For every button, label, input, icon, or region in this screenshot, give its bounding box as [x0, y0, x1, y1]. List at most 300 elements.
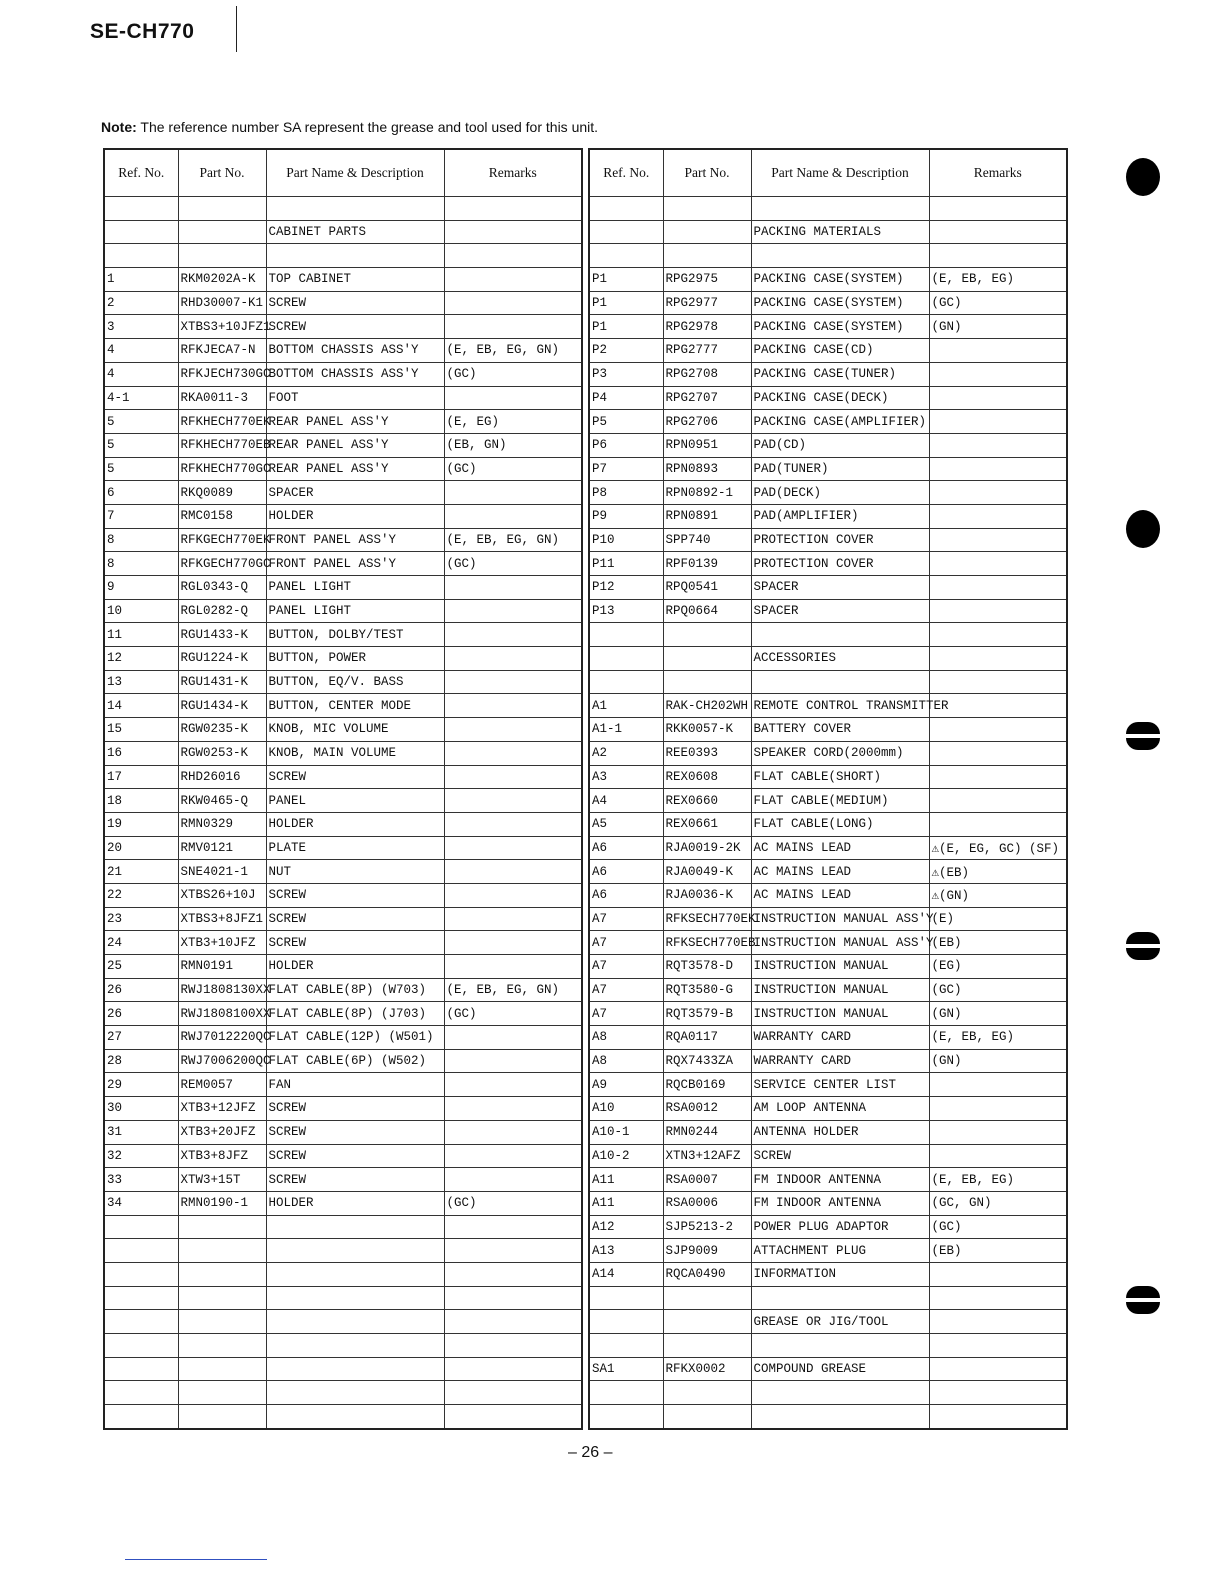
remarks-cell: (GC): [444, 457, 582, 481]
ref-no-cell: [104, 1405, 178, 1429]
table-row: [589, 220, 1067, 244]
ref-no-cell: 15: [104, 718, 178, 742]
table-row: [104, 718, 582, 742]
description-cell: SPACER: [266, 481, 444, 505]
description-cell: REAR PANEL ASS'Y: [266, 433, 444, 457]
part-no-cell: [178, 220, 266, 244]
remarks-cell: [444, 1097, 582, 1121]
table-row: [104, 1049, 582, 1073]
description-cell: [266, 1381, 444, 1405]
table-row: [589, 931, 1067, 955]
part-no-cell: RJA0036-K: [663, 883, 751, 907]
col-part-no: Part No.: [178, 149, 266, 197]
description-cell: PANEL LIGHT: [266, 599, 444, 623]
col-part-name: Part Name & Description: [751, 149, 929, 197]
table-row: [104, 197, 582, 221]
ref-no-cell: [589, 1405, 663, 1429]
part-no-cell: XTB3+8JFZ: [178, 1144, 266, 1168]
remarks-cell: [444, 1144, 582, 1168]
description-cell: FLAT CABLE(8P) (W703): [266, 978, 444, 1002]
remarks-cell: (EB): [929, 1239, 1067, 1263]
table-row: [104, 291, 582, 315]
table-row: [104, 694, 582, 718]
part-no-cell: RPG2777: [663, 339, 751, 363]
description-cell: [266, 1357, 444, 1381]
description-cell: PANEL: [266, 789, 444, 813]
remarks-cell: (E, EB, EG, GN): [444, 528, 582, 552]
ref-no-cell: 18: [104, 789, 178, 813]
ref-no-cell: [104, 1381, 178, 1405]
ref-no-cell: 8: [104, 528, 178, 552]
table-row: [589, 1168, 1067, 1192]
ref-no-cell: 10: [104, 599, 178, 623]
table-row: [589, 1381, 1067, 1405]
part-no-cell: REM0057: [178, 1073, 266, 1097]
ref-no-cell: 5: [104, 457, 178, 481]
remarks-cell: [929, 1097, 1067, 1121]
remarks-cell: (GC): [929, 1215, 1067, 1239]
part-no-cell: [663, 244, 751, 268]
table-row: [589, 1334, 1067, 1358]
description-cell: FOOT: [266, 386, 444, 410]
table-row: [589, 410, 1067, 434]
remarks-cell: [929, 1120, 1067, 1144]
description-cell: ATTACHMENT PLUG: [751, 1239, 929, 1263]
description-cell: [266, 244, 444, 268]
ref-no-cell: 28: [104, 1049, 178, 1073]
table-row: [104, 386, 582, 410]
remarks-cell: [444, 386, 582, 410]
ref-no-cell: 9: [104, 576, 178, 600]
part-no-cell: XTBS3+10JFZ1: [178, 315, 266, 339]
part-no-cell: RKM0202A-K: [178, 268, 266, 292]
table-row: [104, 1334, 582, 1358]
ref-no-cell: A11: [589, 1191, 663, 1215]
description-cell: SCREW: [266, 1168, 444, 1192]
description-cell: BUTTON, POWER: [266, 647, 444, 671]
parts-table-left: [103, 148, 583, 1430]
table-row: [589, 694, 1067, 718]
description-cell: PACKING CASE(AMPLIFIER): [751, 410, 929, 434]
note-body: The reference number SA represent the grease and tool used for this unit.: [140, 119, 599, 135]
ref-no-cell: 13: [104, 670, 178, 694]
table-row: [104, 647, 582, 671]
table-row: [589, 1191, 1067, 1215]
ref-no-cell: P6: [589, 433, 663, 457]
table-row: [589, 1357, 1067, 1381]
part-no-cell: [178, 1262, 266, 1286]
ref-no-cell: A6: [589, 883, 663, 907]
remarks-cell: [929, 1334, 1067, 1358]
remarks-cell: [929, 1073, 1067, 1097]
remarks-cell: [444, 741, 582, 765]
ref-no-cell: A12: [589, 1215, 663, 1239]
part-no-cell: RFKHECH770EB: [178, 433, 266, 457]
col-ref-no: Ref. No.: [589, 149, 663, 197]
part-no-cell: RWJ7006200QC: [178, 1049, 266, 1073]
ref-no-cell: 22: [104, 883, 178, 907]
remarks-cell: [929, 1405, 1067, 1429]
remarks-cell: [929, 197, 1067, 221]
remarks-cell: [929, 1310, 1067, 1334]
table-row: [589, 1215, 1067, 1239]
part-no-cell: [663, 647, 751, 671]
part-no-cell: RFKSECH770EK: [663, 907, 751, 931]
description-cell: WARRANTY CARD: [751, 1026, 929, 1050]
table-row: [104, 670, 582, 694]
table-row: [589, 528, 1067, 552]
ref-no-cell: 4-1: [104, 386, 178, 410]
remarks-cell: [444, 1381, 582, 1405]
ref-no-cell: [589, 244, 663, 268]
remarks-cell: (E, EB, EG, GN): [444, 978, 582, 1002]
part-no-cell: RFKGECH770EK: [178, 528, 266, 552]
part-no-cell: RGL0343-Q: [178, 576, 266, 600]
part-no-cell: RWJ1808130XX: [178, 978, 266, 1002]
remarks-cell: [929, 481, 1067, 505]
ref-no-cell: 7: [104, 504, 178, 528]
table-row: [589, 1026, 1067, 1050]
part-no-cell: RKW0465-Q: [178, 789, 266, 813]
ref-no-cell: 30: [104, 1097, 178, 1121]
description-cell: [266, 1286, 444, 1310]
table-row: [104, 955, 582, 979]
ref-no-cell: A1-1: [589, 718, 663, 742]
part-no-cell: RGW0235-K: [178, 718, 266, 742]
remarks-cell: [929, 410, 1067, 434]
remarks-cell: (EB): [929, 931, 1067, 955]
part-no-cell: RQCB0169: [663, 1073, 751, 1097]
remarks-cell: [929, 812, 1067, 836]
description-cell: INFORMATION: [751, 1262, 929, 1286]
part-no-cell: RQT3580-G: [663, 978, 751, 1002]
remarks-cell: [444, 718, 582, 742]
table-row: [589, 362, 1067, 386]
binding-mark: [1126, 932, 1160, 960]
part-no-cell: RMN0190-1: [178, 1191, 266, 1215]
description-cell: ACCESSORIES: [751, 647, 929, 671]
description-cell: INSTRUCTION MANUAL ASS'Y: [751, 907, 929, 931]
ref-no-cell: [589, 220, 663, 244]
table-row: [104, 1286, 582, 1310]
ref-no-cell: A3: [589, 765, 663, 789]
ref-no-cell: 12: [104, 647, 178, 671]
remarks-cell: (GC): [444, 362, 582, 386]
col-remarks: Remarks: [929, 149, 1067, 197]
table-row: [589, 978, 1067, 1002]
table-row: [589, 907, 1067, 931]
table-row: [589, 433, 1067, 457]
ref-no-cell: [104, 244, 178, 268]
ref-no-cell: [589, 623, 663, 647]
part-no-cell: REX0608: [663, 765, 751, 789]
remarks-cell: [444, 931, 582, 955]
part-no-cell: RKK0057-K: [663, 718, 751, 742]
description-cell: [266, 1239, 444, 1263]
part-no-cell: RKA0011-3: [178, 386, 266, 410]
remarks-cell: [444, 1026, 582, 1050]
table-row: [589, 670, 1067, 694]
part-no-cell: RFKJECH730GC: [178, 362, 266, 386]
description-cell: AM LOOP ANTENNA: [751, 1097, 929, 1121]
ref-no-cell: [104, 1262, 178, 1286]
part-no-cell: XTBS26+10J: [178, 883, 266, 907]
table-row: [104, 552, 582, 576]
part-no-cell: [663, 1310, 751, 1334]
ref-no-cell: [589, 1334, 663, 1358]
table-row: [104, 599, 582, 623]
ref-no-cell: [104, 197, 178, 221]
part-no-cell: XTBS3+8JFZ1: [178, 907, 266, 931]
description-cell: SCREW: [266, 931, 444, 955]
description-cell: HOLDER: [266, 1191, 444, 1215]
remarks-cell: (GC): [444, 1191, 582, 1215]
table-row: [104, 1026, 582, 1050]
part-no-cell: RGU1433-K: [178, 623, 266, 647]
part-no-cell: RPG2975: [663, 268, 751, 292]
part-no-cell: RMN0244: [663, 1120, 751, 1144]
table-row: [589, 599, 1067, 623]
description-cell: FLAT CABLE(6P) (W502): [266, 1049, 444, 1073]
description-cell: REAR PANEL ASS'Y: [266, 410, 444, 434]
table-row: [589, 647, 1067, 671]
part-no-cell: SJP5213-2: [663, 1215, 751, 1239]
remarks-cell: (GC): [444, 552, 582, 576]
remarks-cell: [929, 1144, 1067, 1168]
remarks-cell: [929, 504, 1067, 528]
table-row: [589, 504, 1067, 528]
part-no-cell: RGL0282-Q: [178, 599, 266, 623]
table-row: [589, 552, 1067, 576]
ref-no-cell: A10-1: [589, 1120, 663, 1144]
remarks-cell: [929, 741, 1067, 765]
description-cell: [751, 244, 929, 268]
remarks-cell: [444, 244, 582, 268]
description-cell: HOLDER: [266, 504, 444, 528]
remarks-cell: [444, 1073, 582, 1097]
remarks-cell: [444, 1357, 582, 1381]
note-label: Note:: [101, 119, 137, 135]
part-no-cell: RFKSECH770EB: [663, 931, 751, 955]
table-row: [589, 339, 1067, 363]
ref-no-cell: 8: [104, 552, 178, 576]
description-cell: REAR PANEL ASS'Y: [266, 457, 444, 481]
description-cell: GREASE OR JIG/TOOL: [751, 1310, 929, 1334]
remarks-cell: [444, 291, 582, 315]
part-no-cell: RFKJECA7-N: [178, 339, 266, 363]
remarks-cell: (GC): [929, 291, 1067, 315]
ref-no-cell: [589, 670, 663, 694]
remarks-cell: [444, 1239, 582, 1263]
ref-no-cell: [104, 1215, 178, 1239]
part-no-cell: RKQ0089: [178, 481, 266, 505]
remarks-cell: [444, 1120, 582, 1144]
remarks-cell: [444, 315, 582, 339]
ref-no-cell: A13: [589, 1239, 663, 1263]
part-no-cell: RWJ7012220QC: [178, 1026, 266, 1050]
part-no-cell: RQT3579-B: [663, 1002, 751, 1026]
ref-no-cell: A6: [589, 860, 663, 884]
remarks-cell: [929, 528, 1067, 552]
ref-no-cell: 33: [104, 1168, 178, 1192]
description-cell: AC MAINS LEAD: [751, 836, 929, 860]
ref-no-cell: A9: [589, 1073, 663, 1097]
description-cell: SCREW: [751, 1144, 929, 1168]
table-row: [589, 1120, 1067, 1144]
ref-no-cell: P7: [589, 457, 663, 481]
table-row: [589, 1239, 1067, 1263]
description-cell: SCREW: [266, 907, 444, 931]
remarks-cell: [929, 433, 1067, 457]
ref-no-cell: P13: [589, 599, 663, 623]
ref-no-cell: 2: [104, 291, 178, 315]
ref-no-cell: A5: [589, 812, 663, 836]
part-no-cell: RMN0329: [178, 812, 266, 836]
remarks-cell: (E): [929, 907, 1067, 931]
table-row: [589, 836, 1067, 860]
table-row: [104, 504, 582, 528]
table-row: [104, 836, 582, 860]
page-number: – 26 –: [568, 1444, 613, 1461]
description-cell: [266, 1334, 444, 1358]
remarks-cell: (GC): [929, 978, 1067, 1002]
table-row: [104, 883, 582, 907]
part-no-cell: RWJ1808100XX: [178, 1002, 266, 1026]
part-no-cell: [663, 1334, 751, 1358]
description-cell: BOTTOM CHASSIS ASS'Y: [266, 339, 444, 363]
remarks-cell: [444, 1168, 582, 1192]
ref-no-cell: SA1: [589, 1357, 663, 1381]
description-cell: REMOTE CONTROL TRANSMITTER: [751, 694, 929, 718]
description-cell: FLAT CABLE(MEDIUM): [751, 789, 929, 813]
part-no-cell: RAK-CH202WH: [663, 694, 751, 718]
ref-no-cell: P8: [589, 481, 663, 505]
description-cell: KNOB, MIC VOLUME: [266, 718, 444, 742]
description-cell: FAN: [266, 1073, 444, 1097]
table-row: [104, 789, 582, 813]
description-cell: CABINET PARTS: [266, 220, 444, 244]
ref-no-cell: [104, 1357, 178, 1381]
ref-no-cell: 6: [104, 481, 178, 505]
remarks-cell: [444, 220, 582, 244]
table-row: [104, 860, 582, 884]
description-cell: FLAT CABLE(12P) (W501): [266, 1026, 444, 1050]
col-ref-no: Ref. No.: [104, 149, 178, 197]
table-row: [104, 339, 582, 363]
remarks-cell: [929, 552, 1067, 576]
remarks-cell: [444, 576, 582, 600]
ref-no-cell: P1: [589, 315, 663, 339]
ref-no-cell: A11: [589, 1168, 663, 1192]
table-row: [589, 197, 1067, 221]
ref-no-cell: [104, 1239, 178, 1263]
part-no-cell: RMV0121: [178, 836, 266, 860]
remarks-cell: (EB, GN): [444, 433, 582, 457]
description-cell: FLAT CABLE(LONG): [751, 812, 929, 836]
ref-no-cell: A7: [589, 931, 663, 955]
table-row: [589, 1286, 1067, 1310]
ref-no-cell: A4: [589, 789, 663, 813]
table-row: [104, 1168, 582, 1192]
footer-link-line: [125, 1559, 267, 1560]
description-cell: SERVICE CENTER LIST: [751, 1073, 929, 1097]
description-cell: ANTENNA HOLDER: [751, 1120, 929, 1144]
remarks-cell: [444, 765, 582, 789]
remarks-cell: [929, 765, 1067, 789]
remarks-cell: [444, 1262, 582, 1286]
part-no-cell: SPP740: [663, 528, 751, 552]
remarks-cell: [444, 197, 582, 221]
table-row: [104, 978, 582, 1002]
remarks-cell: [929, 599, 1067, 623]
description-cell: PANEL LIGHT: [266, 576, 444, 600]
ref-no-cell: P3: [589, 362, 663, 386]
part-no-cell: [663, 623, 751, 647]
description-cell: PACKING CASE(TUNER): [751, 362, 929, 386]
description-cell: BATTERY COVER: [751, 718, 929, 742]
description-cell: [266, 197, 444, 221]
description-cell: PAD(AMPLIFIER): [751, 504, 929, 528]
part-no-cell: [178, 1286, 266, 1310]
description-cell: [751, 197, 929, 221]
part-no-cell: [178, 1381, 266, 1405]
part-no-cell: RPG2706: [663, 410, 751, 434]
table-row: [104, 268, 582, 292]
part-no-cell: [178, 1405, 266, 1429]
ref-no-cell: A1: [589, 694, 663, 718]
description-cell: FM INDOOR ANTENNA: [751, 1191, 929, 1215]
ref-no-cell: A7: [589, 955, 663, 979]
table-row: [589, 291, 1067, 315]
description-cell: PAD(DECK): [751, 481, 929, 505]
remarks-cell: (E, EB, EG): [929, 1168, 1067, 1192]
description-cell: KNOB, MAIN VOLUME: [266, 741, 444, 765]
part-no-cell: RJA0049-K: [663, 860, 751, 884]
remarks-cell: [444, 789, 582, 813]
remarks-cell: [444, 907, 582, 931]
description-cell: PACKING CASE(DECK): [751, 386, 929, 410]
description-cell: SPEAKER CORD(2000mm): [751, 741, 929, 765]
description-cell: FLAT CABLE(8P) (J703): [266, 1002, 444, 1026]
part-no-cell: RPG2708: [663, 362, 751, 386]
description-cell: PACKING CASE(SYSTEM): [751, 268, 929, 292]
ref-no-cell: 4: [104, 339, 178, 363]
ref-no-cell: P4: [589, 386, 663, 410]
remarks-cell: (GC, GN): [929, 1191, 1067, 1215]
part-no-cell: [178, 1334, 266, 1358]
description-cell: [266, 1405, 444, 1429]
remarks-cell: [929, 789, 1067, 813]
part-no-cell: RQCA0490: [663, 1262, 751, 1286]
remarks-cell: [929, 1357, 1067, 1381]
description-cell: BOTTOM CHASSIS ASS'Y: [266, 362, 444, 386]
part-no-cell: [178, 197, 266, 221]
table-row: [104, 433, 582, 457]
ref-no-cell: 17: [104, 765, 178, 789]
ref-no-cell: 26: [104, 978, 178, 1002]
description-cell: SCREW: [266, 315, 444, 339]
ref-no-cell: 5: [104, 410, 178, 434]
ref-no-cell: A6: [589, 836, 663, 860]
part-no-cell: RGW0253-K: [178, 741, 266, 765]
remarks-cell: [444, 1286, 582, 1310]
remarks-cell: [929, 718, 1067, 742]
part-no-cell: REX0661: [663, 812, 751, 836]
description-cell: [266, 1310, 444, 1334]
ref-no-cell: 5: [104, 433, 178, 457]
description-cell: [751, 1381, 929, 1405]
table-row: [589, 765, 1067, 789]
